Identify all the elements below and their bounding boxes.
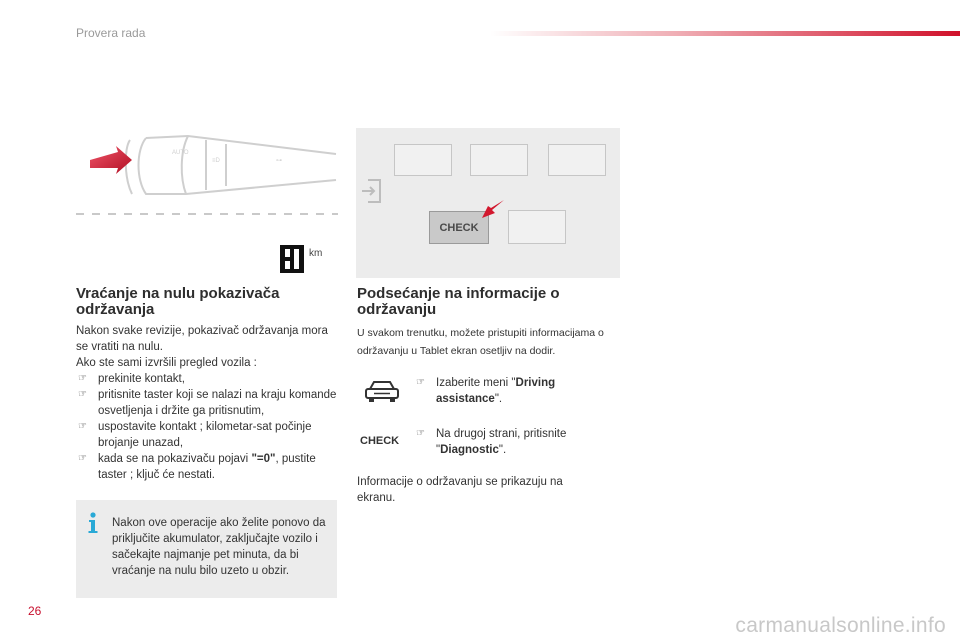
- left-intro-2: Ako ste sami izvršili pregled vozila :: [76, 357, 257, 369]
- info-icon: [86, 512, 100, 534]
- left-body: [76, 323, 338, 483]
- driving-assistance-menu-label: Driving assistance: [436, 377, 556, 405]
- instruction-list: [76, 371, 338, 483]
- step-text-after: ".: [494, 393, 503, 405]
- step-driving-assistance: [416, 375, 616, 409]
- right-heading: Podsećanje na informacije o održavanju: [357, 285, 560, 318]
- list-item: [76, 451, 338, 483]
- pointing-hand-icon: ☞: [416, 428, 425, 439]
- tablet-screen-illustration: [356, 128, 620, 278]
- odometer-km-icon: [279, 242, 327, 276]
- screen-tile: [470, 144, 528, 176]
- left-heading: Vraćanje na nulu pokazivača održavanja: [76, 285, 280, 318]
- exit-icon: [360, 178, 382, 204]
- info-note-text: Nakon ove operacije ako želite ponovo da priključite akumulator, zaključajte vozilo i sačekajte najmanje pet minuta, da bi vraćanje na nulu bilo uzeto u obzir.: [112, 517, 326, 577]
- list-item-text: kada se na pokazivaču pojavi: [98, 453, 252, 465]
- step-text-before: Na drugoj strani, pritisnite ": [436, 428, 567, 456]
- page-number: 26: [28, 604, 42, 618]
- list-item-text: uspostavite kontakt ; kilometar-sat počinje brojanje unazad,: [98, 421, 312, 449]
- pointing-hand-icon: ☞: [78, 421, 87, 432]
- svg-text:⊶: ⊶: [276, 158, 282, 164]
- red-arrow-icon: [480, 198, 506, 220]
- pointing-hand-icon: ☞: [416, 377, 425, 388]
- check-button[interactable]: CHECK: [429, 211, 489, 244]
- lighting-stalk-illustration: [76, 128, 338, 220]
- step-text: [436, 375, 616, 407]
- right-outro: Informacije o održavanju se prikazuju na ekranu.: [357, 476, 563, 504]
- section-title: Provera rada: [76, 26, 146, 40]
- svg-text:AUTO: AUTO: [172, 150, 189, 156]
- pointing-hand-icon: ☞: [78, 373, 87, 384]
- zero-value: "=0": [251, 453, 276, 465]
- svg-text:≡D: ≡D: [212, 158, 220, 164]
- step-text-after: ".: [498, 444, 507, 456]
- right-intro: U svakom trenutku, možete pristupiti informacijama o održavanju u Tablet ekran osetljiv na dodir.: [357, 327, 604, 357]
- left-intro: Nakon svake revizije, pokazivač održavanja mora se vratiti na nulu.: [76, 325, 328, 353]
- list-item: [76, 419, 338, 451]
- pointing-hand-icon: ☞: [78, 389, 87, 400]
- step-text: [436, 426, 616, 458]
- list-item-text: , pustite taster ; ključ će nestati.: [98, 453, 316, 481]
- screen-tile: [508, 210, 566, 244]
- screen-tile: [548, 144, 606, 176]
- list-item-text: pritisnite taster koji se nalazi na kraju komande osvetljenja i držite ga pritisnutim,: [98, 389, 337, 417]
- list-item-text: prekinite kontakt,: [98, 373, 185, 385]
- info-note-box: [76, 500, 337, 598]
- diagnostic-button-label: Diagnostic: [440, 444, 499, 456]
- pointing-hand-icon: ☞: [78, 453, 87, 464]
- check-icon-label: CHECK: [360, 435, 400, 447]
- header-accent-bar: [490, 31, 960, 36]
- list-item: [76, 387, 338, 419]
- car-icon: [364, 378, 400, 404]
- list-item: [76, 371, 338, 387]
- step-text-before: Izaberite meni ": [436, 377, 516, 389]
- screen-tile: [394, 144, 452, 176]
- watermark: carmanualsonline.info: [735, 614, 946, 637]
- km-label: km: [309, 248, 323, 259]
- step-diagnostic: [416, 426, 616, 460]
